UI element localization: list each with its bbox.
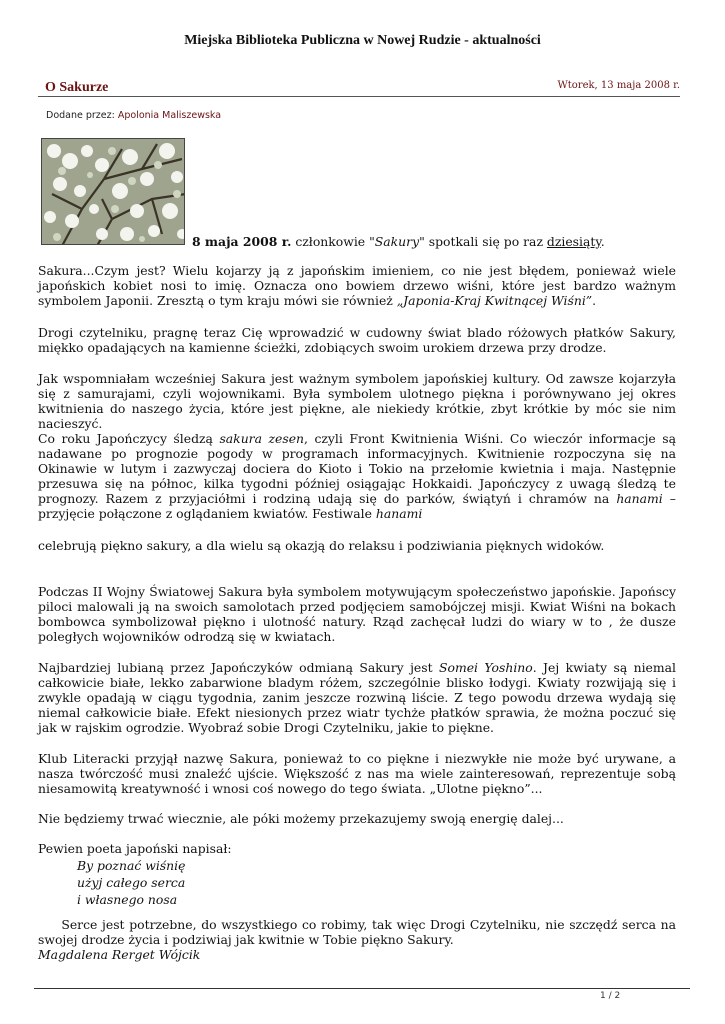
signature: Magdalena Rerget Wójcik bbox=[38, 947, 201, 962]
p4-italic-1: sakura zesen bbox=[219, 431, 305, 446]
p4-italic-2: hanami bbox=[616, 491, 663, 506]
paragraph-3: Jak wspomniałam wcześniej Sakura jest ważnym symbolem japońskiej kultury. Od zawsze kojarzyła się z samurajami, czyli wojownikami. Była symbolem ulotnego piękna i porównywano jej okres kwitnienia do naszego życia, które jest piękne, ale niekiedy krótkie, zbyt krótkie by móc sie nim nacieszyć. bbox=[38, 371, 676, 431]
paragraph-2: Drogi czytelniku, pragnę teraz Cię wprowadzić w cudowny świat blado różowych płatków Sakury, miękko opadających na kamienne ścieżki, zdobiących swoim urokiem drzewa przy drodze. bbox=[38, 325, 676, 355]
p1-end: . bbox=[592, 293, 597, 308]
p7-text-b: . Jej kwiaty są niemal całkowicie białe, lekko zabarwione bladym różem, szczególnie blisko łodygi. Kwiaty rozwijają się i zwykle opadają w ciągu tygodnia, zanim jeszcze rozwiną liście. Z tego powodu drzewa wydają się niemal całkowicie białe. Efekt niesionych przez wiatr tychże płatków sprawia, że można poczuć się jak w rajskim ogrodzie. Wyobraź sobie Drogi Czytelniku, jakie to piękne. bbox=[38, 660, 676, 735]
p7-text-a: Najbardziej lubianą przez Japończyków odmianą Sakury jest bbox=[38, 660, 440, 675]
paragraph-6: Podczas II Wojny Światowej Sakura była symbolem motywującym społeczeństwo japońskie. Japońscy piloci malowali ją na swoich samolotach przed podjęciem samobójczej misji. Kwiat Wiśni na bokach bombowca symbolizował piękno i ulotność natury. Rząd zachęcał ludzi do wiary w to , że dusze poległych wojowników odrodzą się w kwiatach. bbox=[38, 584, 676, 644]
paragraph-7 bbox=[38, 660, 676, 735]
cherry-blossom-photo bbox=[41, 138, 185, 245]
article-lead bbox=[192, 234, 605, 249]
paragraph-4 bbox=[38, 431, 676, 521]
article-title[interactable]: O Sakurze bbox=[45, 80, 109, 95]
site-title: Miejska Biblioteka Publiczna w Nowej Rudzie - aktualności bbox=[184, 33, 541, 48]
page-number: 1 / 2 bbox=[600, 991, 621, 1001]
poem-line: i własnego nosa bbox=[77, 892, 178, 907]
added-by bbox=[46, 110, 221, 121]
poem bbox=[77, 857, 185, 908]
p4-italic-3: hanami bbox=[375, 506, 423, 521]
paragraph-10: Serce jest potrzebne, do wszystkiego co robimy, tak więc Drogi Czytelniku, nie szczędź serca na swojej drodze życia i podziwiaj jak kwitnie w Tobie piękno Sakury. bbox=[38, 917, 680, 947]
paragraph-8: Klub Literacki przyjął nazwę Sakura, ponieważ to co piękne i niezwykłe nie może być urywane, a nasza twórczość musi znaleźć ujście. Większość z nas ma wiele zainteresowań, reprezentuje sobą niesamowitą kreatywność i wnosi coś nowego do tego świata. „Ulotne piękno”... bbox=[38, 751, 676, 796]
p4-text-a: Co roku Japończycy śledzą bbox=[38, 431, 220, 446]
p4-text-b: , czyli Front Kwitnienia Wiśni. Co wieczór informacje są nadawane po prognozie pogody w programach informacyjnych. Kwitnienie rozpoczyna się na Okinawie w lutym i zazwyczaj dociera do Kioto i Tokio na przełomie kwietnia i maja. Następnie przesuwa się na północ, kilka tygodni później osiągając Hokkaidi. Japończycy z uwagą śledzą te prognozy. Razem z przyjaciółmi i rodziną udają się do parków, świątyń i chramów na bbox=[38, 431, 676, 506]
paragraph-5: celebrują piękno sakury, a dla wielu są okazją do relaksu i podziwiania pięknych widoków. bbox=[38, 538, 605, 553]
paragraph-1 bbox=[38, 263, 676, 308]
lead-sakury: Sakury bbox=[374, 234, 420, 249]
lead-underlined: dziesiąty bbox=[546, 234, 601, 249]
lead-date: 8 maja 2008 r. bbox=[192, 234, 292, 249]
footer-divider bbox=[34, 988, 690, 989]
poem-line: użyj całego serca bbox=[77, 875, 186, 890]
p1-italic: „Japonia-Kraj Kwitnącej Wiśni” bbox=[396, 293, 593, 308]
p4-text-c: – przyjęcie połączone z oglądaniem kwiatów. Festiwale bbox=[38, 491, 676, 521]
article-date: Wtorek, 13 maja 2008 r. bbox=[557, 80, 680, 91]
p7-italic: Somei Yoshino bbox=[439, 660, 533, 675]
lead-text: członkowie " bbox=[291, 234, 375, 249]
author-link[interactable]: Apolonia Maliszewska bbox=[117, 110, 222, 121]
added-by-label: Dodane przez: bbox=[46, 110, 118, 121]
paragraph-9: Nie będziemy trwać wiecznie, ale póki możemy przekazujemy swoją energię dalej... bbox=[38, 811, 564, 826]
lead-text-mid: " spotkali się po raz bbox=[419, 234, 547, 249]
lead-text-end: . bbox=[600, 234, 605, 249]
article-header bbox=[38, 80, 680, 97]
poem-intro: Pewien poeta japoński napisał: bbox=[38, 841, 232, 856]
poem-line: By poznać wiśnię bbox=[77, 858, 186, 873]
p1-text: Sakura...Czym jest? Wielu kojarzy ją z japońskim imieniem, co nie jest błędem, ponieważ wiele japońskich kobiet nosi to imię. Oznacza ono bowiem drzewo wiśni, które jest bardzo ważnym symbolem Japonii. Zresztą o tym kraju mówi sie również bbox=[38, 263, 676, 308]
